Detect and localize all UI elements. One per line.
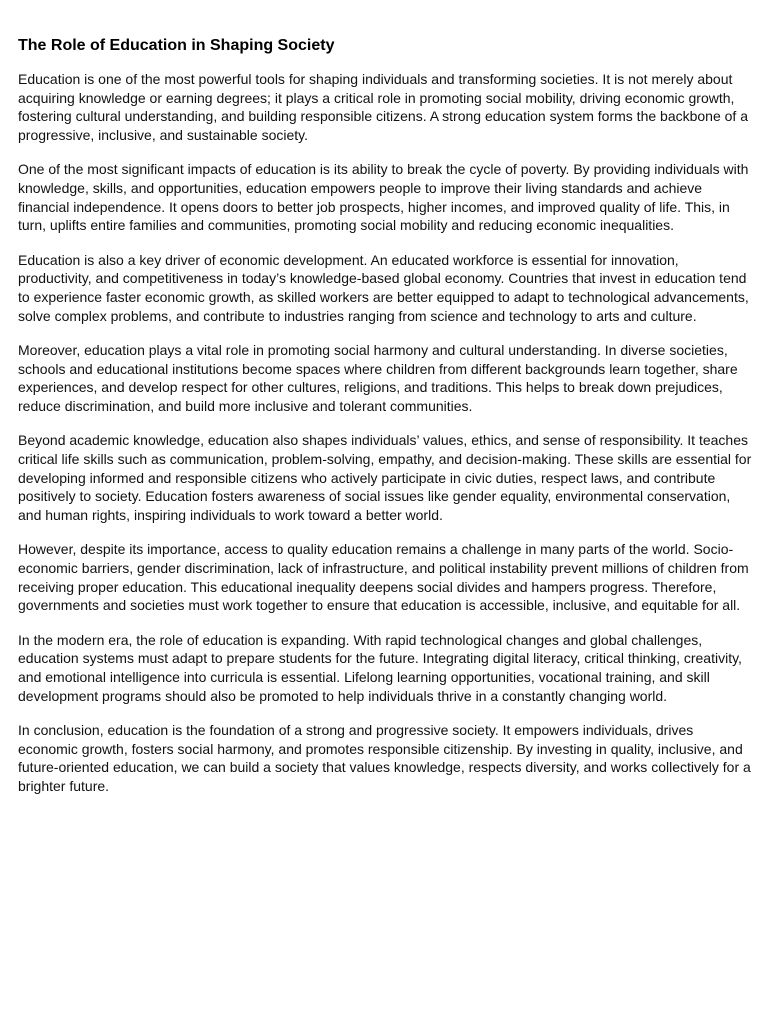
paragraph-poverty: One of the most significant impacts of education is its ability to break the cycle of poverty. By providing individuals with knowledge, skills, and opportunities, education empowers people to improve their living standards and achieve financial independence. It opens doors to better job prospects, higher incomes, and improved quality of life. This, in turn, uplifts entire families and communities, promoting social mobility and reducing economic inequalities. <box>18 161 749 234</box>
paragraph-intro: Education is one of the most powerful tools for shaping individuals and transforming societies. It is not merely about acquiring knowledge or earning degrees; it plays a critical role in promoting social mobility, driving economic growth, fostering cultural understanding, and building responsible citizens. A strong education system forms the backbone of a progressive, inclusive, and sustainable society. <box>18 71 748 144</box>
paragraph-access-challenges: However, despite its importance, access to quality education remains a challenge in many parts of the world. Socio-economic barriers, gender discrimination, lack of infrastructure, and political instability prevent millions of children from receiving proper education. This educational inequality deepens social divides and hampers progress. Therefore, governments and societies must work together to ensure that education is accessible, inclusive, and equitable for all. <box>18 541 749 614</box>
paragraph-economic-development: Education is also a key driver of economic development. An educated workforce is essential for innovation, productivity, and competitiveness in today’s knowledge-based global economy. Countries that invest in education tend to experience faster economic growth, as skilled workers are better equipped to adapt to technological advancements, solve complex problems, and contribute to industries ranging from science and technology to arts and culture. <box>18 251 749 324</box>
paragraph-social-harmony: Moreover, education plays a vital role in promoting social harmony and cultural understanding. In diverse societies, schools and educational institutions become spaces where children from different backgrounds learn together, share experiences, and develop respect for other cultures, religions, and traditions. This helps to break down prejudices, reduce discrimination, and build more inclusive and tolerant communities. <box>18 341 738 415</box>
paragraph-conclusion: In conclusion, education is the foundation of a strong and progressive society. It empowers individuals, drives economic growth, fosters social harmony, and promotes responsible citizenship. By investing in quality, inclusive, and future-oriented education, we can build a society that values knowledge, respects diversity, and works collectively for a brighter future. <box>18 721 751 794</box>
paragraph-modern-era: In the modern era, the role of education is expanding. With rapid technological changes and global challenges, education systems must adapt to prepare students for the future. Integrating digital literacy, critical thinking, creativity, and emotional intelligence into curricula is essential. Lifelong learning opportunities, vocational training, and skill development programs should also be promoted to help individuals thrive in a constantly changing world. <box>18 631 742 704</box>
page-title: The Role of Education in Shaping Society <box>18 37 335 54</box>
document-page <box>18 35 752 811</box>
paragraph-values-ethics: Beyond academic knowledge, education also shapes individuals’ values, ethics, and sense of responsibility. It teaches critical life skills such as communication, problem-solving, empathy, and decision-making. These skills are essential for developing informed and responsible citizens who actively participate in civic duties, respect laws, and contribute positively to society. Education fosters awareness of social issues like gender equality, environmental conservation, and human rights, inspiring individuals to work toward a better world. <box>18 432 752 524</box>
